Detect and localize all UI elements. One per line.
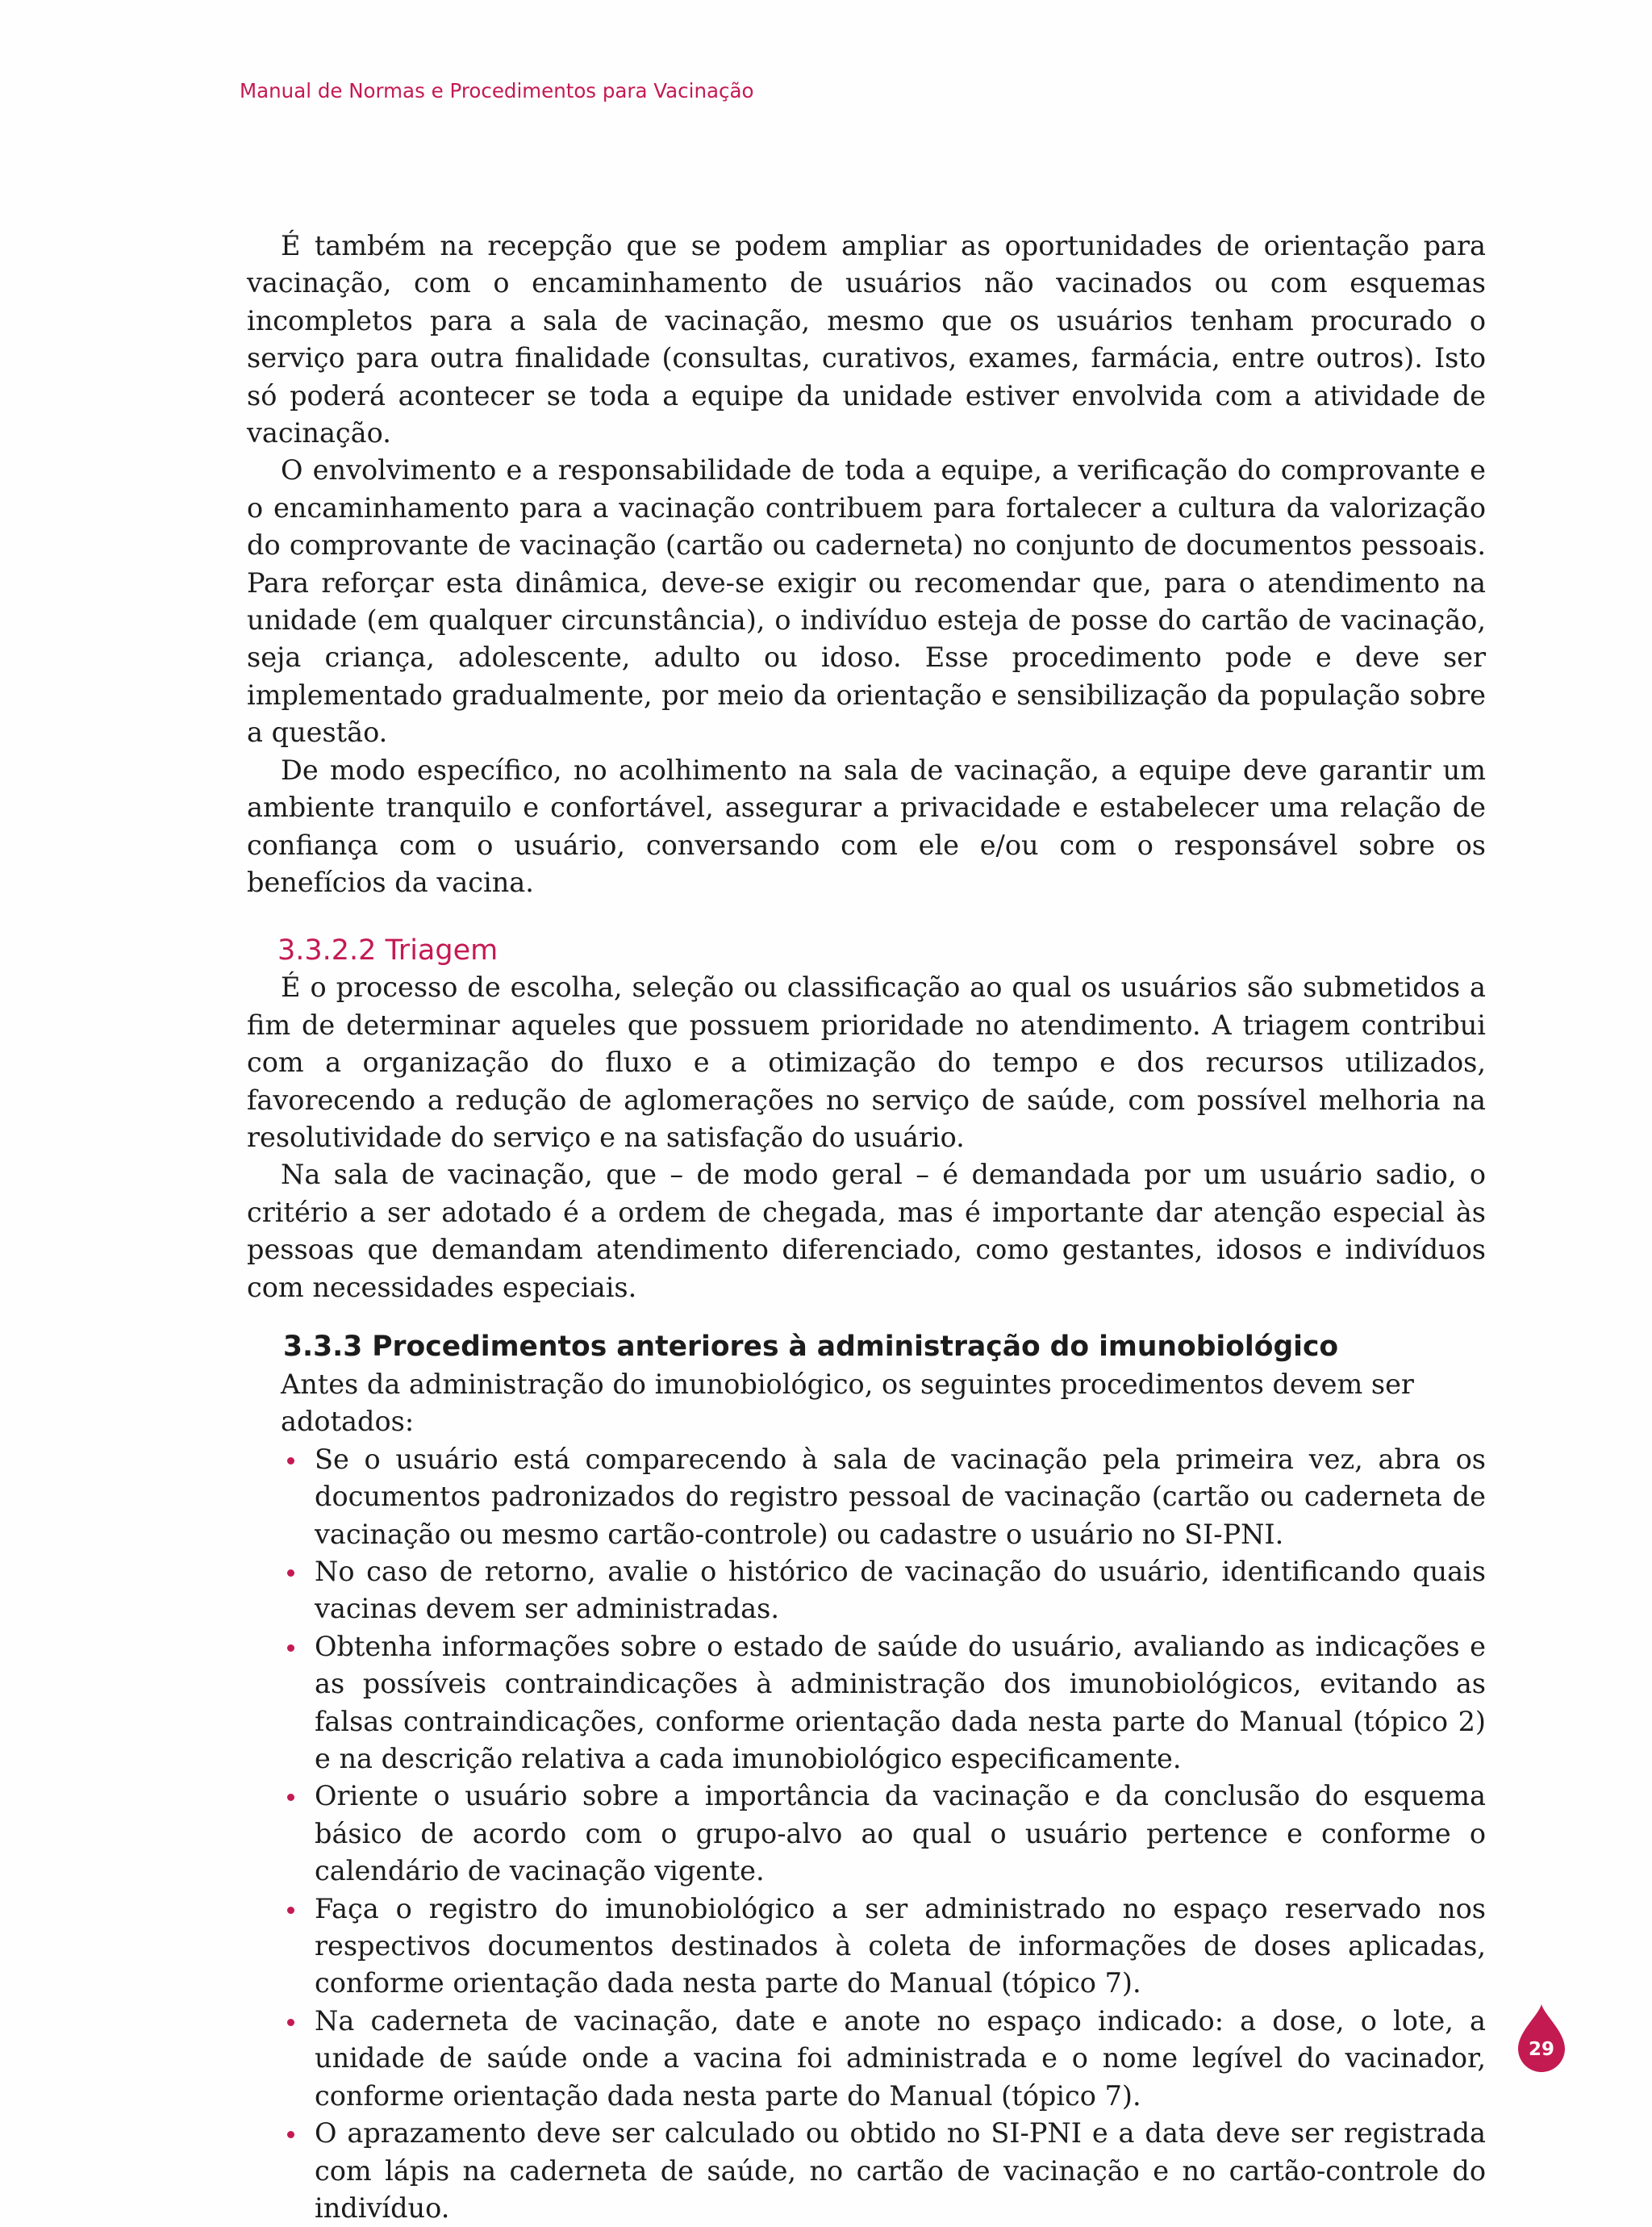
- bullet-icon: [287, 1644, 294, 1652]
- body-paragraph: É também na recepção que se podem ampliar as oportunidades de orientação para vacinação, com o encaminhamento de usuários não vacinados ou com esquemas incompletos para a sala de vacinação, mesmo que os usuários tenham procurado o serviço para outra finalidade (consultas, curativos, exames, farmácia, entre outros). Isto só poderá acontecer se toda a equipe da unidade estiver envolvida com a atividade de vacinação.: [247, 230, 1486, 449]
- list-item: [315, 1778, 1486, 1890]
- section-intro: Antes da administração do imunobiológico, os seguintes procedimentos devem ser adotados:: [281, 1368, 1414, 1438]
- list-item: [315, 2003, 1486, 2115]
- body-paragraph: De modo específico, no acolhimento na sala de vacinação, a equipe deve garantir um ambiente tranquilo e confortável, assegurar a privacidade e estabelecer uma relação de confiança com o usuário, conversando com ele e/ou com o responsável sobre os benefícios da vacina.: [247, 754, 1486, 898]
- list-item-text: Obtenha informações sobre o estado de saúde do usuário, avaliando as indicações e as possíveis contraindicações à administração dos imunobiológicos, evitando as falsas contraindicações, conforme orientação dada nesta parte do Manual (tópico 2) e na descrição relativa a cada imunobiológico especificamente.: [315, 1630, 1486, 1775]
- list-item: [315, 1891, 1486, 2003]
- section-heading-triagem: 3.3.2.2 Triagem: [277, 934, 499, 967]
- bullet-icon: [287, 1569, 294, 1577]
- section-heading-procedimentos: 3.3.3 Procedimentos anteriores à administração do imunobiológico: [283, 1330, 1339, 1363]
- page-body: [247, 228, 1486, 2227]
- body-paragraph: O envolvimento e a responsabilidade de toda a equipe, a verificação do comprovante e o encaminhamento para a vacinação contribuem para fortalecer a cultura da valorização do comprovante de vacinação (cartão ou caderneta) no conjunto de documentos pessoais. Para reforçar esta dinâmica, deve-se exigir ou recomendar que, para o atendimento na unidade (em qualquer circunstância), o indivíduo esteja de posse do cartão de vacinação, seja criança, adolescente, adulto ou idoso. Esse procedimento pode e deve ser implementado gradualmente, por meio da orientação e sensibilização da população sobre a questão.: [247, 454, 1486, 749]
- procedures-list: [247, 1441, 1486, 2227]
- list-item: [315, 1553, 1486, 1628]
- list-item: [315, 1441, 1486, 1553]
- running-header: Manual de Normas e Procedimentos para Vacinação: [240, 79, 754, 102]
- bullet-icon: [287, 1457, 294, 1464]
- bullet-icon: [287, 1907, 294, 1914]
- bullet-icon: [287, 2019, 294, 2026]
- body-paragraph: É o processo de escolha, seleção ou classificação ao qual os usuários são submetidos a fim de determinar aqueles que possuem prioridade no atendimento. A triagem contribui com a organização do fluxo e a otimização do tempo e dos recursos utilizados, favorecendo a redução de aglomerações no serviço de saúde, com possível melhoria na resolutividade do serviço e na satisfação do usuário.: [247, 971, 1486, 1153]
- list-item: [315, 1628, 1486, 1778]
- bullet-icon: [287, 2131, 294, 2138]
- page-number-badge: [1518, 2004, 1565, 2072]
- list-item-text: No caso de retorno, avalie o histórico de vacinação do usuário, identificando quais vacinas devem ser administradas.: [315, 1556, 1486, 1625]
- body-paragraph: Na sala de vacinação, que – de modo geral – é demandada por um usuário sadio, o critério a ser adotado é a ordem de chegada, mas é importante dar atenção especial às pessoas que demandam atendimento diferenciado, como gestantes, idosos e indivíduos com necessidades especiais.: [247, 1159, 1486, 1303]
- list-item-text: Oriente o usuário sobre a importância da vacinação e da conclusão do esquema básico de acordo com o grupo-alvo ao qual o usuário pertence e conforme o calendário de vacinação vigente.: [315, 1780, 1486, 1887]
- list-item-text: Faça o registro do imunobiológico a ser administrado no espaço reservado nos respectivos documentos destinados à coleta de informações de doses aplicadas, conforme orientação dada nesta parte do Manual (tópico 7).: [315, 1892, 1486, 1999]
- bullet-icon: [287, 1794, 294, 1801]
- list-item-text: Na caderneta de vacinação, date e anote no espaço indicado: a dose, o lote, a unidade de saúde onde a vacina foi administrada e o nome legível do vacinador, conforme orientação dada nesta parte do Manual (tópico 7).: [315, 2004, 1486, 2112]
- list-item-text: Se o usuário está comparecendo à sala de vacinação pela primeira vez, abra os documentos padronizados do registro pessoal de vacinação (cartão ou caderneta de vacinação ou mesmo cartão-controle) ou cadastre o usuário no SI-PNI.: [315, 1443, 1486, 1550]
- drop-icon: [1518, 2004, 1565, 2072]
- list-item-text: O aprazamento deve ser calculado ou obtido no SI-PNI e a data deve ser registrada com lápis na caderneta de saúde, no cartão de vacinação e no cartão-controle do indivíduo.: [315, 2117, 1486, 2224]
- page-number: 29: [1528, 2039, 1554, 2060]
- list-item: [315, 2115, 1486, 2227]
